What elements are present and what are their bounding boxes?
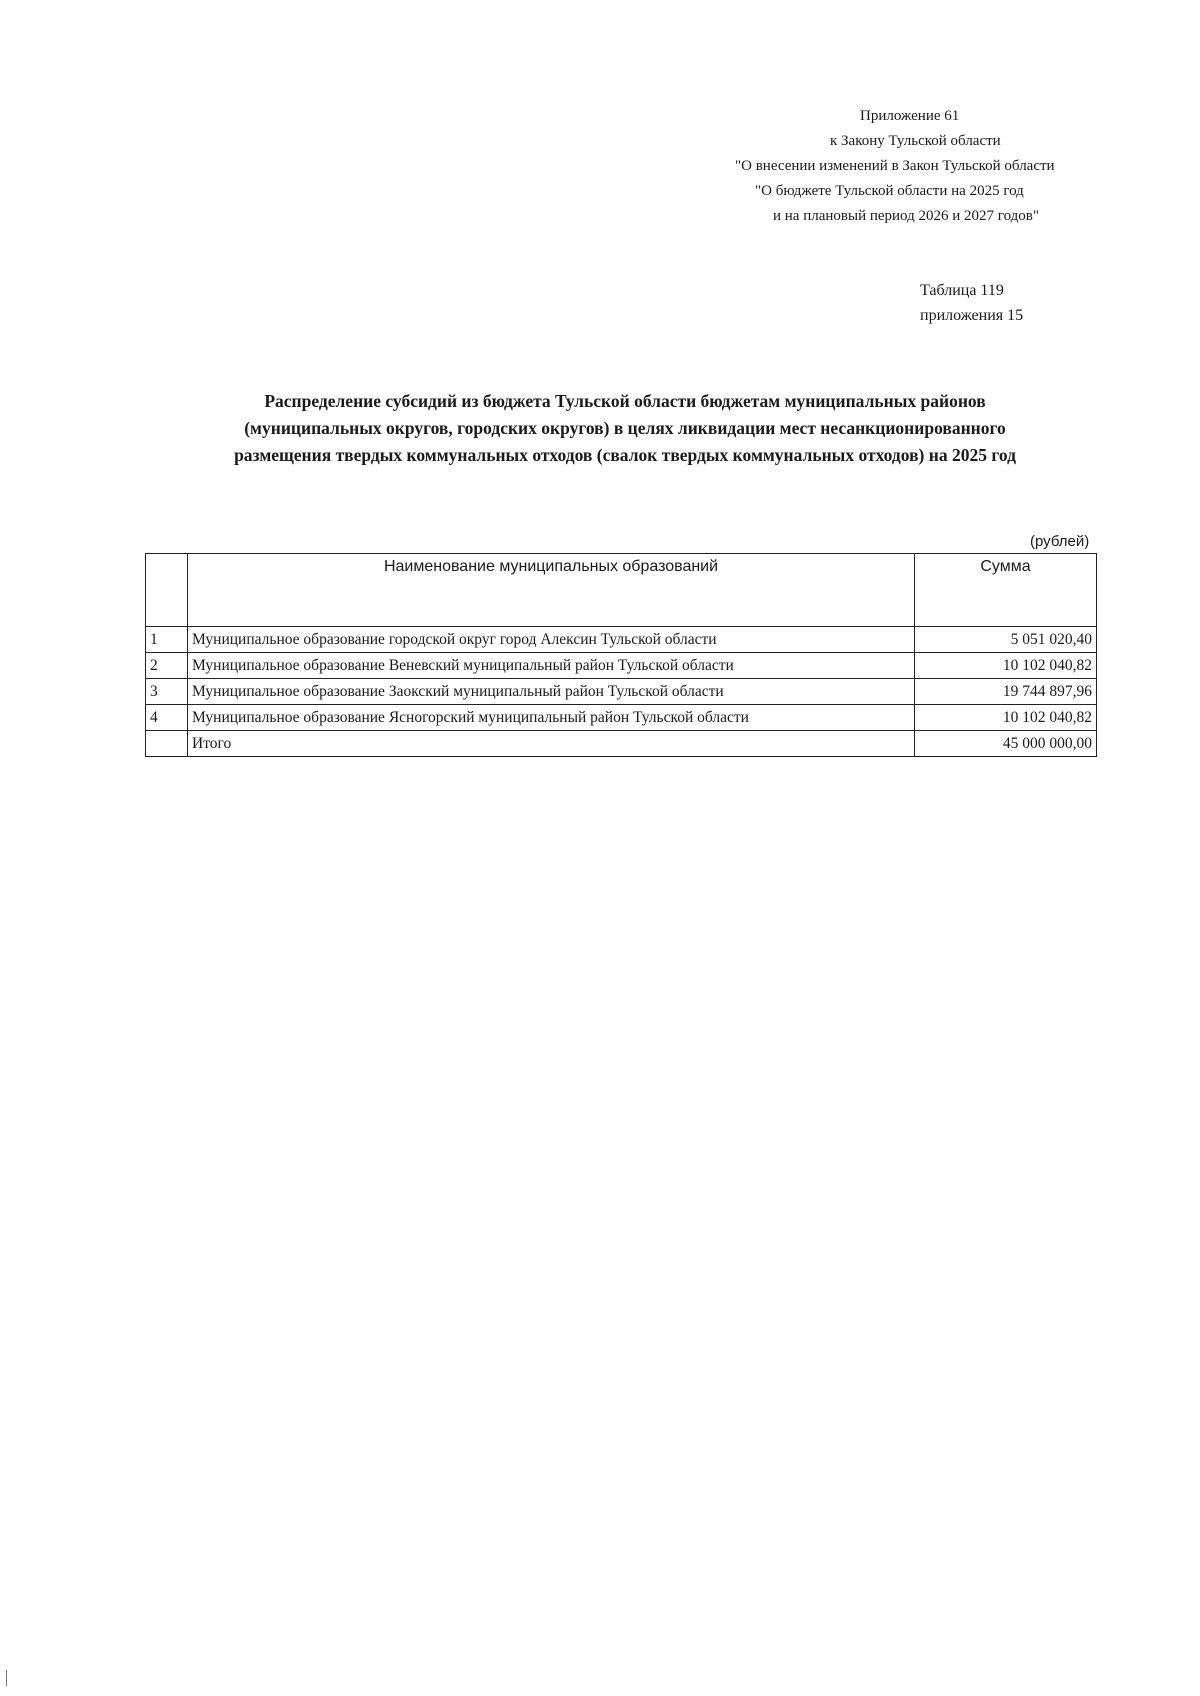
appendix-line: Приложение 61: [860, 108, 960, 124]
row-name: Муниципальное образование Ясногорский муниципальный район Тульской области: [188, 705, 915, 731]
table-total-row: [146, 731, 1097, 757]
row-number: 1: [146, 627, 188, 653]
header-name: Наименование муниципальных образований: [188, 554, 915, 627]
table-row: [146, 653, 1097, 679]
total-sum: 45 000 000,00: [915, 731, 1097, 757]
row-number: 3: [146, 679, 188, 705]
header-sum: Сумма: [915, 554, 1097, 627]
units-label: (рублей): [1030, 533, 1090, 550]
row-sum: 19 744 897,96: [915, 679, 1097, 705]
table-reference-line: приложения 15: [920, 307, 1024, 324]
row-sum: 5 051 020,40: [915, 627, 1097, 653]
header-number: [146, 554, 188, 627]
row-number: 4: [146, 705, 188, 731]
row-name: Муниципальное образование Веневский муниципальный район Тульской области: [188, 653, 915, 679]
subsidies-table: [145, 553, 1097, 757]
table-row: [146, 627, 1097, 653]
appendix-line: "О внесении изменений в Закон Тульской области: [735, 158, 1055, 174]
total-label: Итого: [188, 731, 915, 757]
appendix-line: и на плановый период 2026 и 2027 годов": [773, 208, 1039, 224]
appendix-reference: [700, 104, 1120, 229]
document-title: [150, 388, 1100, 469]
table-reference: [920, 278, 1023, 328]
title-line: размещения твердых коммунальных отходов (свалок твердых коммунальных отходов) на 2025 год: [234, 445, 1016, 465]
total-number: [146, 731, 188, 757]
row-number: 2: [146, 653, 188, 679]
row-name: Муниципальное образование Заокский муниципальный район Тульской области: [188, 679, 915, 705]
scan-edge-mark: [6, 1670, 7, 1686]
title-line: (муниципальных округов, городских округов) в целях ликвидации мест несанкционированного: [244, 418, 1006, 438]
table-row: [146, 705, 1097, 731]
table-header-row: [146, 554, 1097, 627]
row-sum: 10 102 040,82: [915, 705, 1097, 731]
appendix-line: "О бюджете Тульской области на 2025 год: [755, 183, 1024, 199]
table-reference-line: Таблица 119: [920, 282, 1004, 299]
appendix-line: к Закону Тульской области: [830, 133, 1001, 149]
row-name: Муниципальное образование городской округ город Алексин Тульской области: [188, 627, 915, 653]
row-sum: 10 102 040,82: [915, 653, 1097, 679]
title-line: Распределение субсидий из бюджета Тульской области бюджетам муниципальных районов: [264, 391, 986, 411]
table-row: [146, 679, 1097, 705]
